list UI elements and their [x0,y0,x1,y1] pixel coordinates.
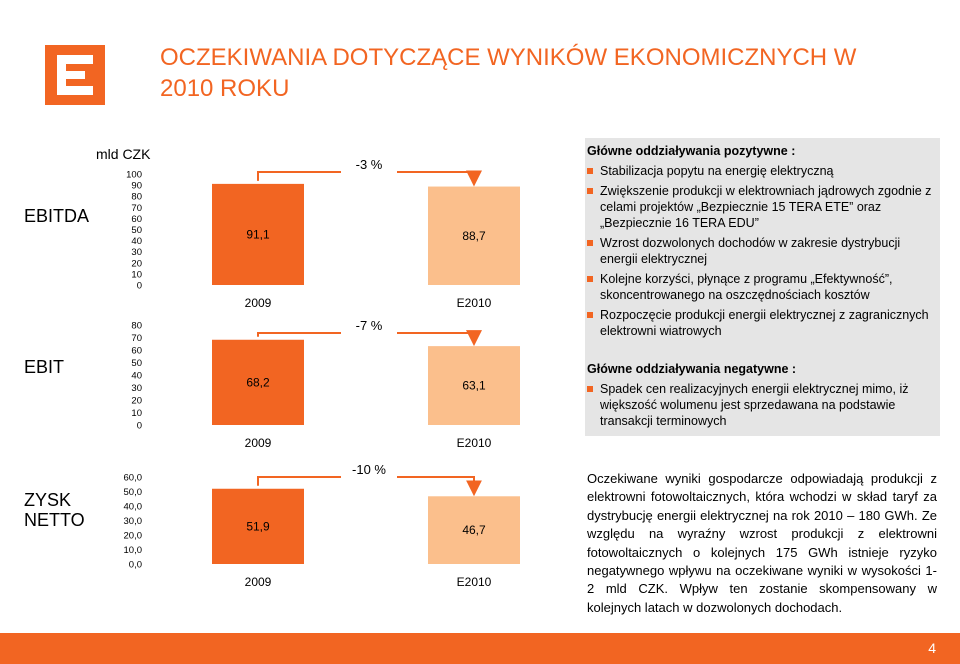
y-tick-label: 40,0 [123,501,142,513]
y-tick-label: 50 [131,225,142,236]
footer-bar [0,633,960,664]
y-tick-label: 10,0 [123,545,142,556]
y-tick-label: 50 [131,358,142,369]
y-tick-label: 30,0 [123,516,142,527]
x-category-label: E2010 [456,436,492,450]
summary-paragraph: Oczekiwane wyniki gospodarcze odpowiadają produkcji z elektrowni fotowoltaicznych, która wchodzi w skład taryf za dystrybucję energii elektrycznej na rok 2010 – 180 GWh. Ze względu na wyraźny wzrost produkcji z elektrowni fotowoltaicznych o kolejnych 175 GWh istnieje ryzyko negatywnego wpływu na oczekiwane wyniki w wysokości 1-2 mld CZK. Wpływ ten zostanie skompensowany w kolejnych latach w dozwolonych dochodach. [587,471,937,615]
x-category-label: E2010 [456,575,492,589]
list-item: Kolejne korzyści, płynące z programu „Efektywność”, skoncentrowanego na oszczędnościach kosztów [584,271,934,303]
y-tick-label: 70 [131,333,142,344]
bar-value-label: 46,7 [462,523,486,538]
change-label: -7 % [355,318,383,333]
list-item: Zwiększenie produkcji w elektrowniach jądrowych zgodnie z celami projektów „Bezpiecznie 15 TERA ETE” oraz „Bezpiecznie 16 TERA EDU” [584,183,934,231]
negative-heading: Główne oddziaływania negatywne : [587,362,797,376]
y-tick-label: 10 [131,269,142,281]
y-tick-label: 0 [136,280,142,292]
bar-value-label: 63,1 [462,378,486,393]
bar-value-label: 68,2 [246,375,270,390]
y-tick-label: 80 [131,320,142,332]
y-tick-label: 20 [131,258,142,270]
page-number: 4 [928,640,936,656]
page-title: OCZEKIWANIA DOTYCZĄCE WYNIKÓW EKONOMICZNYCH W 2010 ROKU [160,44,857,102]
y-tick-label: 80 [131,191,142,203]
x-category-label: E2010 [456,296,492,310]
y-tick-label: 0 [136,420,142,432]
y-tick-label: 40 [131,236,142,248]
y-tick-label: 60,0 [123,472,142,484]
row-label-ebit: EBIT [24,357,65,377]
y-tick-label: 30 [131,247,142,259]
change-label: -10 % [352,462,386,477]
y-tick-label: 100 [126,169,142,181]
row-label-zysk-netto: ZYSK NETTO [24,490,85,530]
y-tick-label: 0,0 [128,559,142,571]
bar-value-label: 88,7 [462,228,486,243]
positive-heading: Główne oddziaływania pozytywne : [587,144,796,158]
y-tick-label: 90 [131,180,142,192]
y-tick-label: 20 [131,395,142,407]
y-tick-label: 40 [131,370,142,382]
y-tick-label: 20,0 [123,530,142,542]
unit-label: mld CZK [96,146,151,162]
y-tick-label: 70 [131,202,142,214]
list-item: Spadek cen realizacyjnych energii elektrycznej mimo, iż większość wolumenu jest sprzedawana na podstawie transakcji terminowych [584,381,934,429]
x-category-label: 2009 [244,575,272,589]
list-item: Rozpoczęcie produkcji energii elektrycznej z zagranicznych elektrowni wiatrowych [584,307,934,339]
y-tick-label: 10 [131,408,142,419]
bar-value-label: 51,9 [246,519,270,534]
change-label: -3 % [355,157,383,172]
y-tick-label: 50,0 [123,487,142,498]
bar-value-label: 91,1 [246,227,270,242]
row-label-ebitda: EBITDA [24,206,90,226]
list-item: Stabilizacja popytu na energię elektryczną [584,163,934,179]
x-category-label: 2009 [244,436,272,450]
y-tick-label: 60 [131,213,142,225]
list-item: Wzrost dozwolonych dochodów w zakresie dystrybucji energii elektrycznej [584,235,934,267]
positive-list [584,163,934,339]
y-tick-label: 30 [131,383,142,394]
negative-list [584,381,934,429]
y-tick-label: 60 [131,345,142,357]
x-category-label: 2009 [244,296,272,310]
